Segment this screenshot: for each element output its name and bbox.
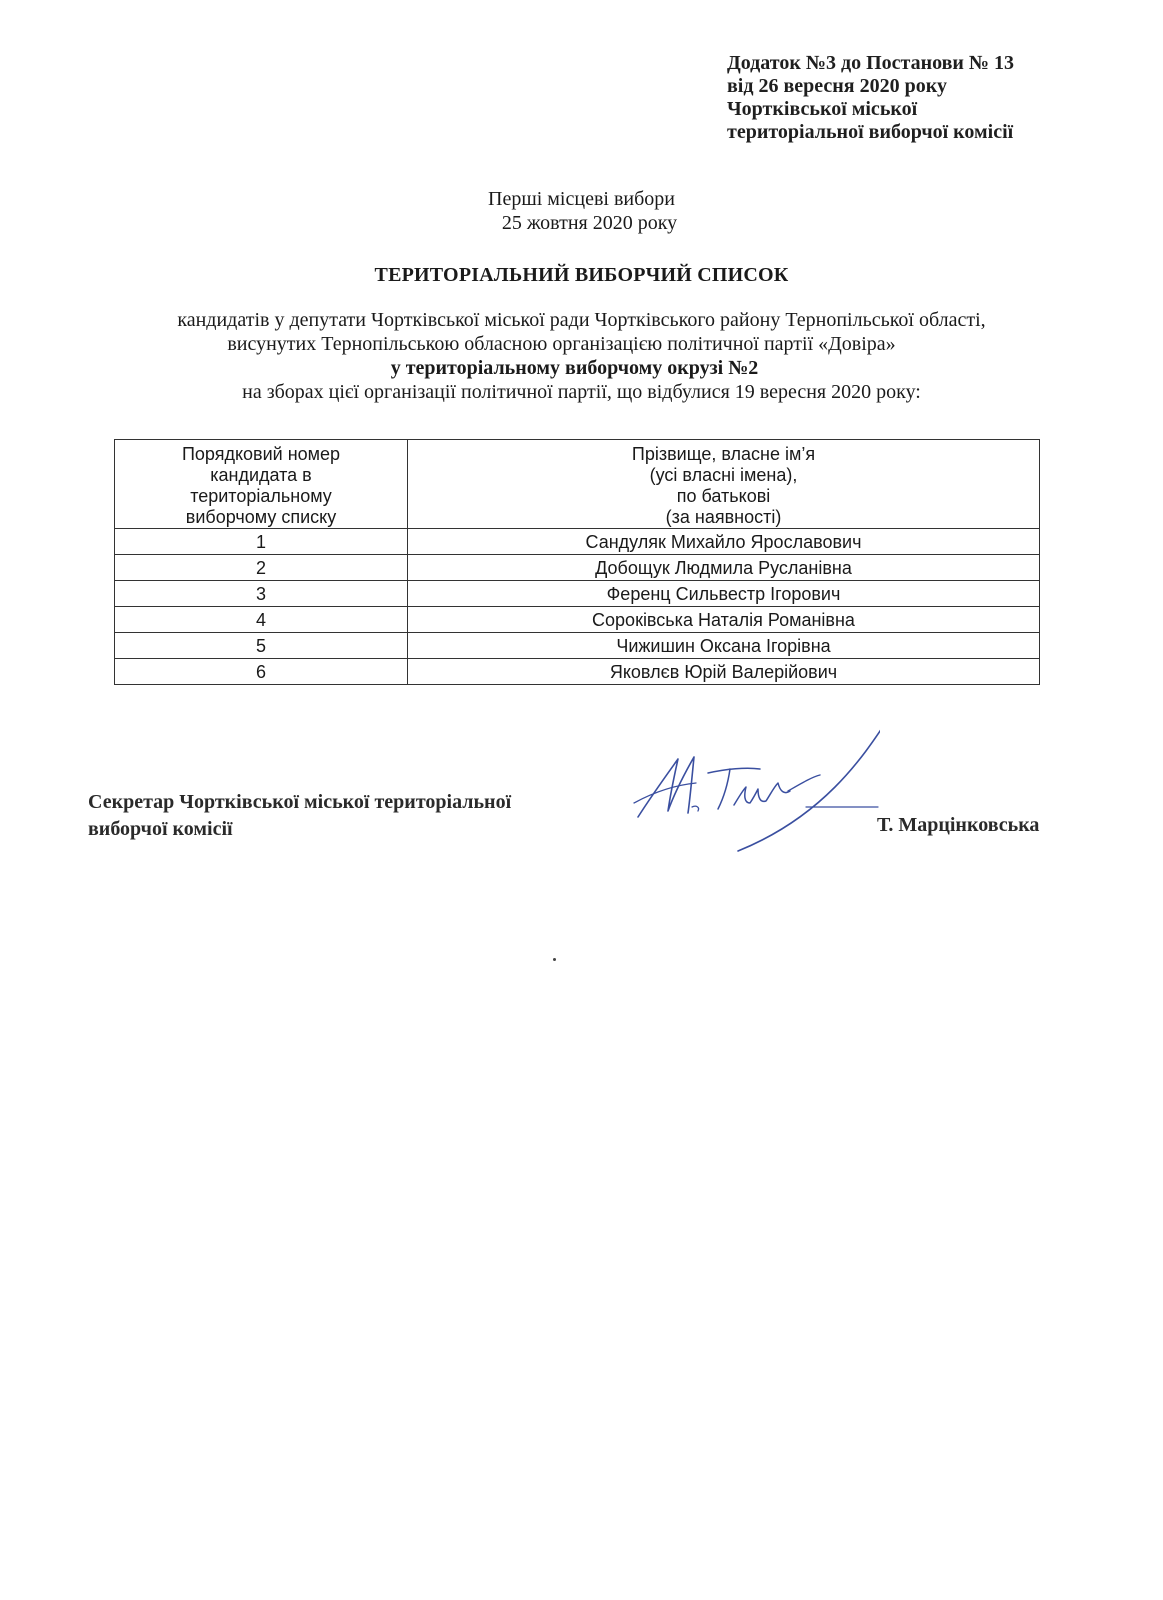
header-text: (за наявності) — [665, 507, 782, 527]
candidates-table — [114, 439, 1040, 685]
secretary-line: Секретар Чортківської міської територіальної — [88, 791, 512, 813]
secretary-title — [88, 789, 648, 843]
candidate-number: 3 — [115, 581, 408, 607]
candidate-name: Яковлєв Юрій Валерійович — [408, 659, 1040, 685]
elections-date: 25 жовтня 2020 року — [501, 212, 678, 234]
candidate-number: 6 — [115, 659, 408, 685]
candidate-name: Добощук Людмила Русланівна — [408, 555, 1040, 581]
header-text: (усі власні імена), — [649, 465, 798, 485]
candidate-number: 1 — [115, 529, 408, 555]
header-text: по батькові — [676, 486, 771, 506]
table-header-row — [115, 440, 1040, 529]
appendix-line: територіальної виборчої комісії — [727, 121, 1014, 143]
subtitle-line: висунутих Тернопільською обласною організацією політичної партії «Довіра» — [227, 333, 896, 355]
document-subtitle — [0, 308, 1163, 404]
table-row — [115, 607, 1040, 633]
handwritten-signature — [630, 725, 880, 875]
appendix-line: Додаток №3 до Постанови № 13 — [727, 52, 1015, 74]
subtitle-line: кандидатів у депутати Чортківської міської ради Чортківського району Тернопільської області, — [177, 309, 986, 331]
candidate-number: 5 — [115, 633, 408, 659]
elections-name: Перші місцеві вибори — [488, 188, 675, 210]
signer-name: Т. Марцінковська — [877, 814, 1040, 836]
header-number — [115, 440, 408, 529]
table-row — [115, 555, 1040, 581]
candidate-number: 2 — [115, 555, 408, 581]
candidate-number: 4 — [115, 607, 408, 633]
scan-speck — [553, 958, 556, 961]
header-text: Порядковий номер — [181, 444, 341, 464]
candidate-name: Ференц Сильвестр Ігорович — [408, 581, 1040, 607]
header-text: кандидата в — [210, 465, 312, 485]
document-title: ТЕРИТОРІАЛЬНИЙ ВИБОРЧИЙ СПИСОК — [374, 264, 789, 286]
header-text: Прізвище, власне ім’я — [631, 444, 816, 464]
table-row — [115, 659, 1040, 685]
appendix-header — [727, 52, 1147, 144]
meeting-line: на зборах цієї організації політичної партії, що відбулися 19 вересня 2020 року: — [242, 381, 921, 403]
elections-heading — [0, 187, 1163, 235]
header-name — [408, 440, 1040, 529]
secretary-line: виборчої комісії — [88, 818, 233, 840]
table-row — [115, 633, 1040, 659]
header-text: територіальному — [190, 486, 332, 506]
table-row — [115, 529, 1040, 555]
header-text: виборчому списку — [185, 507, 337, 527]
candidate-name: Сандуляк Михайло Ярославович — [408, 529, 1040, 555]
candidate-name: Сороківська Наталія Романівна — [408, 607, 1040, 633]
table-row — [115, 581, 1040, 607]
appendix-line: Чортківської міської — [727, 98, 918, 120]
district-line: у територіальному виборчому окрузі №2 — [390, 357, 759, 379]
appendix-line: від 26 вересня 2020 року — [727, 75, 947, 97]
candidate-name: Чижишин Оксана Ігорівна — [408, 633, 1040, 659]
